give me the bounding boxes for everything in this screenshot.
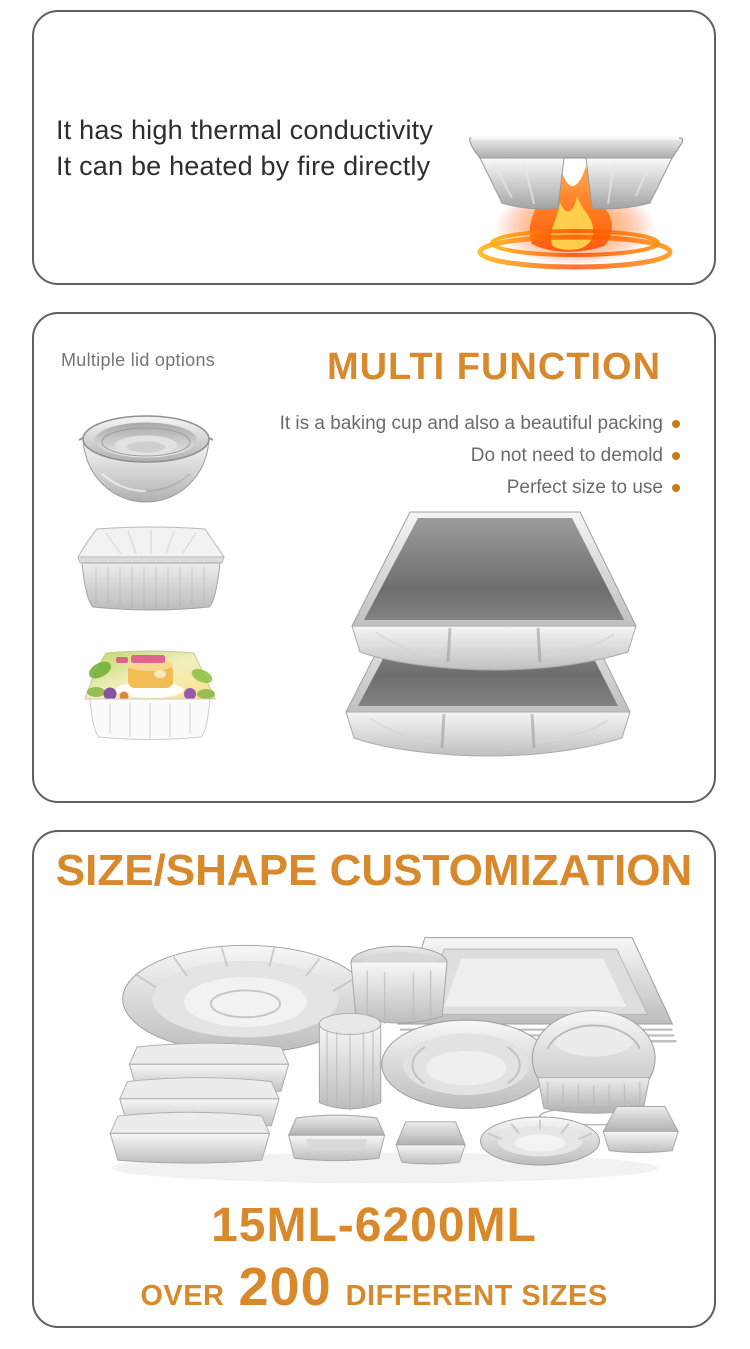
foil-tray-over-fire-icon (454, 122, 696, 277)
different-sizes-words: DIFFERENT SIZES (345, 1280, 608, 1312)
sizes-count: 200 (238, 1257, 332, 1317)
multifunction-feature-card (32, 312, 716, 803)
multifunction-bullet-list (280, 413, 680, 509)
bullet-item (280, 477, 680, 499)
thermal-feature-card (32, 10, 716, 285)
bullet-item (280, 413, 680, 435)
foil-container-with-printed-lid-icon (76, 648, 224, 744)
assorted-foil-containers-pile-icon (68, 902, 682, 1192)
multiple-lid-options-label: Multiple lid options (61, 350, 216, 370)
bullet-text: Do not need to demold (470, 445, 663, 466)
sizes-count-line (34, 1256, 714, 1318)
over-word: OVER (140, 1280, 225, 1312)
bullet-dot-icon (672, 420, 680, 428)
multifunction-title: MULTI FUNCTION (326, 346, 662, 388)
bullet-item (280, 445, 680, 467)
stacked-three-compartment-foil-trays-icon (326, 508, 646, 758)
round-foil-bowl-icon (70, 406, 222, 508)
bullet-text: It is a baking cup and also a beautiful packing (279, 413, 663, 434)
bullet-dot-icon (672, 484, 680, 492)
rect-foil-container-with-clear-lid-icon (66, 524, 236, 616)
customization-title: SIZE/SHAPE CUSTOMIZATION (55, 846, 693, 895)
bullet-dot-icon (672, 452, 680, 460)
thermal-line-2: It can be heated by fire directly (56, 151, 431, 181)
thermal-line-1: It has high thermal conductivity (56, 115, 434, 145)
bullet-text: Perfect size to use (506, 477, 663, 498)
volume-range-text: 15ML-6200ML (211, 1199, 537, 1252)
customization-feature-card (32, 830, 716, 1328)
thermal-feature-text (56, 112, 433, 184)
